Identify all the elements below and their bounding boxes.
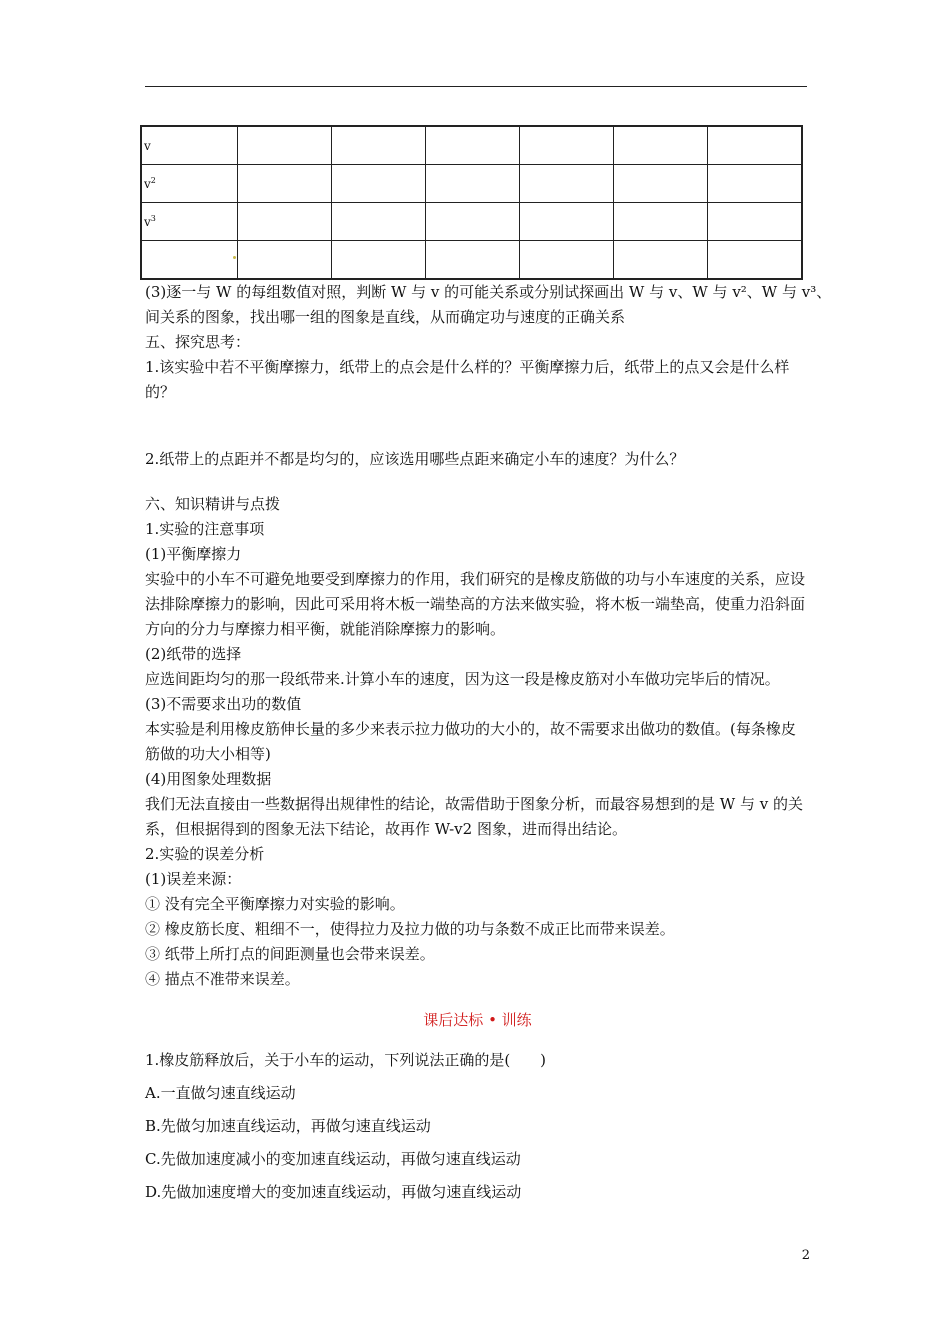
error-item: ① 没有完全平衡摩擦力对实验的影响。 (145, 895, 405, 913)
step3-line2: 间关系的图象，找出哪一组的图象是直线，从而确定功与速度的正确关系 (145, 308, 626, 326)
table-row (141, 241, 802, 280)
data-table (140, 125, 803, 280)
section6-p3-title: (3)不需要求出功的数值 (145, 695, 302, 713)
section6-error-title: (1)误差来源： (145, 870, 242, 888)
row-label: v (141, 126, 238, 165)
exercise-option-a: A.一直做匀速直线运动 (145, 1084, 296, 1102)
exercise-title: 课后达标 • 训练 (423, 1011, 532, 1029)
page-number: 2 (801, 1248, 810, 1263)
header-rule (145, 86, 807, 87)
table-mark (233, 256, 236, 259)
error-item: ④ 描点不准带来误差。 (145, 970, 300, 988)
page-body (145, 280, 832, 1205)
exercise-question: 1.橡皮筋释放后，关于小车的运动，下列说法正确的是( ) (145, 1051, 547, 1069)
table-row (141, 203, 802, 241)
exercise-option-d: D.先做加速度增大的变加速直线运动，再做匀速直线运动 (145, 1183, 522, 1201)
section6-p1-title: (1)平衡摩擦力 (145, 545, 242, 563)
row-label: $v^3$ (141, 203, 238, 241)
exercise-option-b: B.先做匀加速直线运动，再做匀速直线运动 (145, 1117, 431, 1135)
section5-title: 五、探究思考： (145, 333, 251, 351)
section5-q1: 1.该实验中若不平衡摩擦力，纸带上的点会是什么样的？平衡摩擦力后，纸带上的点又会是什么样的？ (145, 358, 790, 401)
section6-p4-body: 我们无法直接由一些数据得出规律性的结论，故需借助于图象分析，而最容易想到的是 W 与 v 的关系，但根据得到的图象无法下结论，故再作 W-v2 图象，进而得出结论。 (145, 795, 803, 838)
error-item: ③ 纸带上所打点的间距测量也会带来误差。 (145, 945, 435, 963)
row-label (141, 241, 238, 280)
table-row (141, 165, 802, 203)
section5-q2: 2.纸带上的点距并不都是均匀的，应该选用哪些点距来确定小车的速度？为什么？ (145, 450, 685, 468)
section6-h2: 2.实验的误差分析 (145, 845, 265, 863)
section6-p2-body: 应选间距均匀的那一段纸带来.计算小车的速度，因为这一段是橡皮筋对小车做功完毕后的情况。 (145, 670, 780, 688)
section6-p2-title: (2)纸带的选择 (145, 645, 242, 663)
exercise-option-c: C.先做加速度减小的变加速直线运动，再做匀速直线运动 (145, 1150, 521, 1168)
row-label: $v^2$ (141, 165, 238, 203)
section6-p1-body: 实验中的小车不可避免地要受到摩擦力的作用，我们研究的是橡皮筋做的功与小车速度的关系，应设法排除摩擦力的影响，因此可采用将木板一端垫高的方法来做实验，将木板一端垫高，使重力沿斜面方向的分力与摩擦力相平衡，就能消除摩擦力的影响。 (145, 570, 806, 638)
step3-line1: (3)逐一与 W 的每组数值对照，判断 W 与 v 的可能关系或分别试探画出 W 与 v、W 与 v²、W 与 v³、 (145, 283, 832, 301)
table-row (141, 126, 802, 165)
section6-p4-title: (4)用图象处理数据 (145, 770, 272, 788)
section6-h1: 1.实验的注意事项 (145, 520, 265, 538)
error-item: ② 橡皮筋长度、粗细不一，使得拉力及拉力做的功与条数不成正比而带来误差。 (145, 920, 675, 938)
section6-title: 六、知识精讲与点拨 (145, 495, 281, 513)
section6-p3-body: 本实验是利用橡皮筋伸长量的多少来表示拉力做功的大小的，故不需要求出做功的数值。(每条橡皮筋做的功大小相等) (145, 720, 796, 763)
